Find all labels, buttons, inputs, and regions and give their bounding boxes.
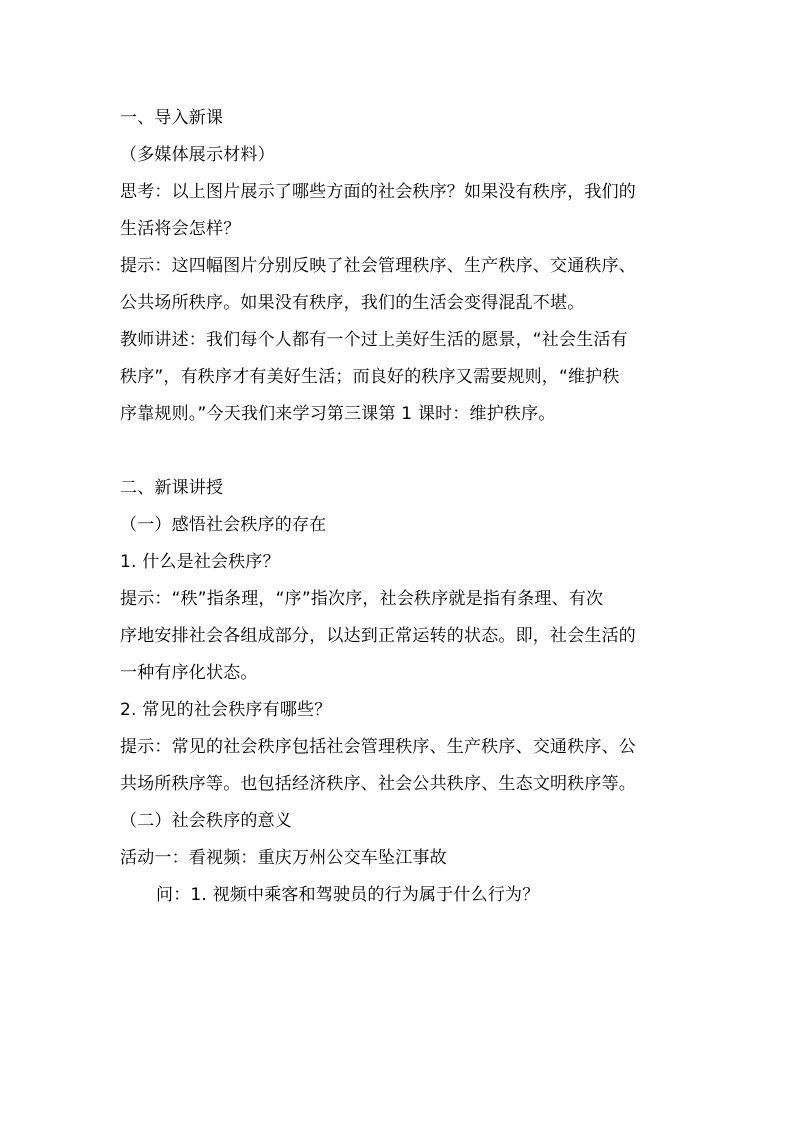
section-heading-new-lesson: 二、新课讲授 <box>120 478 224 498</box>
blank-line <box>120 433 690 470</box>
paragraph-line: 生活将会怎样？ <box>120 219 241 239</box>
paragraph-line: 教师讲述：我们每个人都有一个过上美好生活的愿景，“社会生活有 <box>120 330 628 350</box>
question-line: 2. 常见的社会秩序有哪些？ <box>120 700 332 720</box>
paragraph-line: 提示：常见的社会秩序包括社会管理秩序、生产秩序、交通秩序、公 <box>120 737 636 757</box>
paragraph-line: 共场所秩序等。也包括经济秩序、社会公共秩序、生态文明秩序等。 <box>120 774 636 794</box>
paragraph-line: 思考：以上图片展示了哪些方面的社会秩序？如果没有秩序，我们的 <box>120 182 636 202</box>
paragraph-line: 序地安排社会各组成部分，以达到正常运转的状态。即，社会生活的 <box>120 626 636 646</box>
paragraph-line: 序靠规则。”今天我们来学习第三课第 1 课时：维护秩序。 <box>120 404 556 424</box>
paragraph-line: 秩序”，有秩序才有美好生活；而良好的秩序又需要规则，“维护秩 <box>120 367 620 387</box>
activity-line: 活动一：看视频：重庆万州公交车坠江事故 <box>120 848 447 868</box>
paragraph-line: 提示：“秩”指条理，“序”指次序，社会秩序就是指有条理、有次 <box>120 589 604 609</box>
question-line: 问：1. 视频中乘客和驾驶员的行为属于什么行为？ <box>156 885 540 905</box>
document-body <box>120 100 690 914</box>
section-heading-intro: 一、导入新课 <box>120 108 224 128</box>
paragraph-line: 公共场所秩序。如果没有秩序，我们的生活会变得混乱不堪。 <box>120 293 585 313</box>
paragraph-line: 提示：这四幅图片分别反映了社会管理秩序、生产秩序、交通秩序、 <box>120 256 636 276</box>
subsection-heading: （一）感悟社会秩序的存在 <box>120 515 327 535</box>
question-line: 1. 什么是社会秩序？ <box>120 552 280 572</box>
paragraph-line: 一种有序化状态。 <box>120 663 258 683</box>
subsection-heading: （二）社会秩序的意义 <box>120 811 292 831</box>
paragraph-line: （多媒体展示材料） <box>120 145 275 165</box>
